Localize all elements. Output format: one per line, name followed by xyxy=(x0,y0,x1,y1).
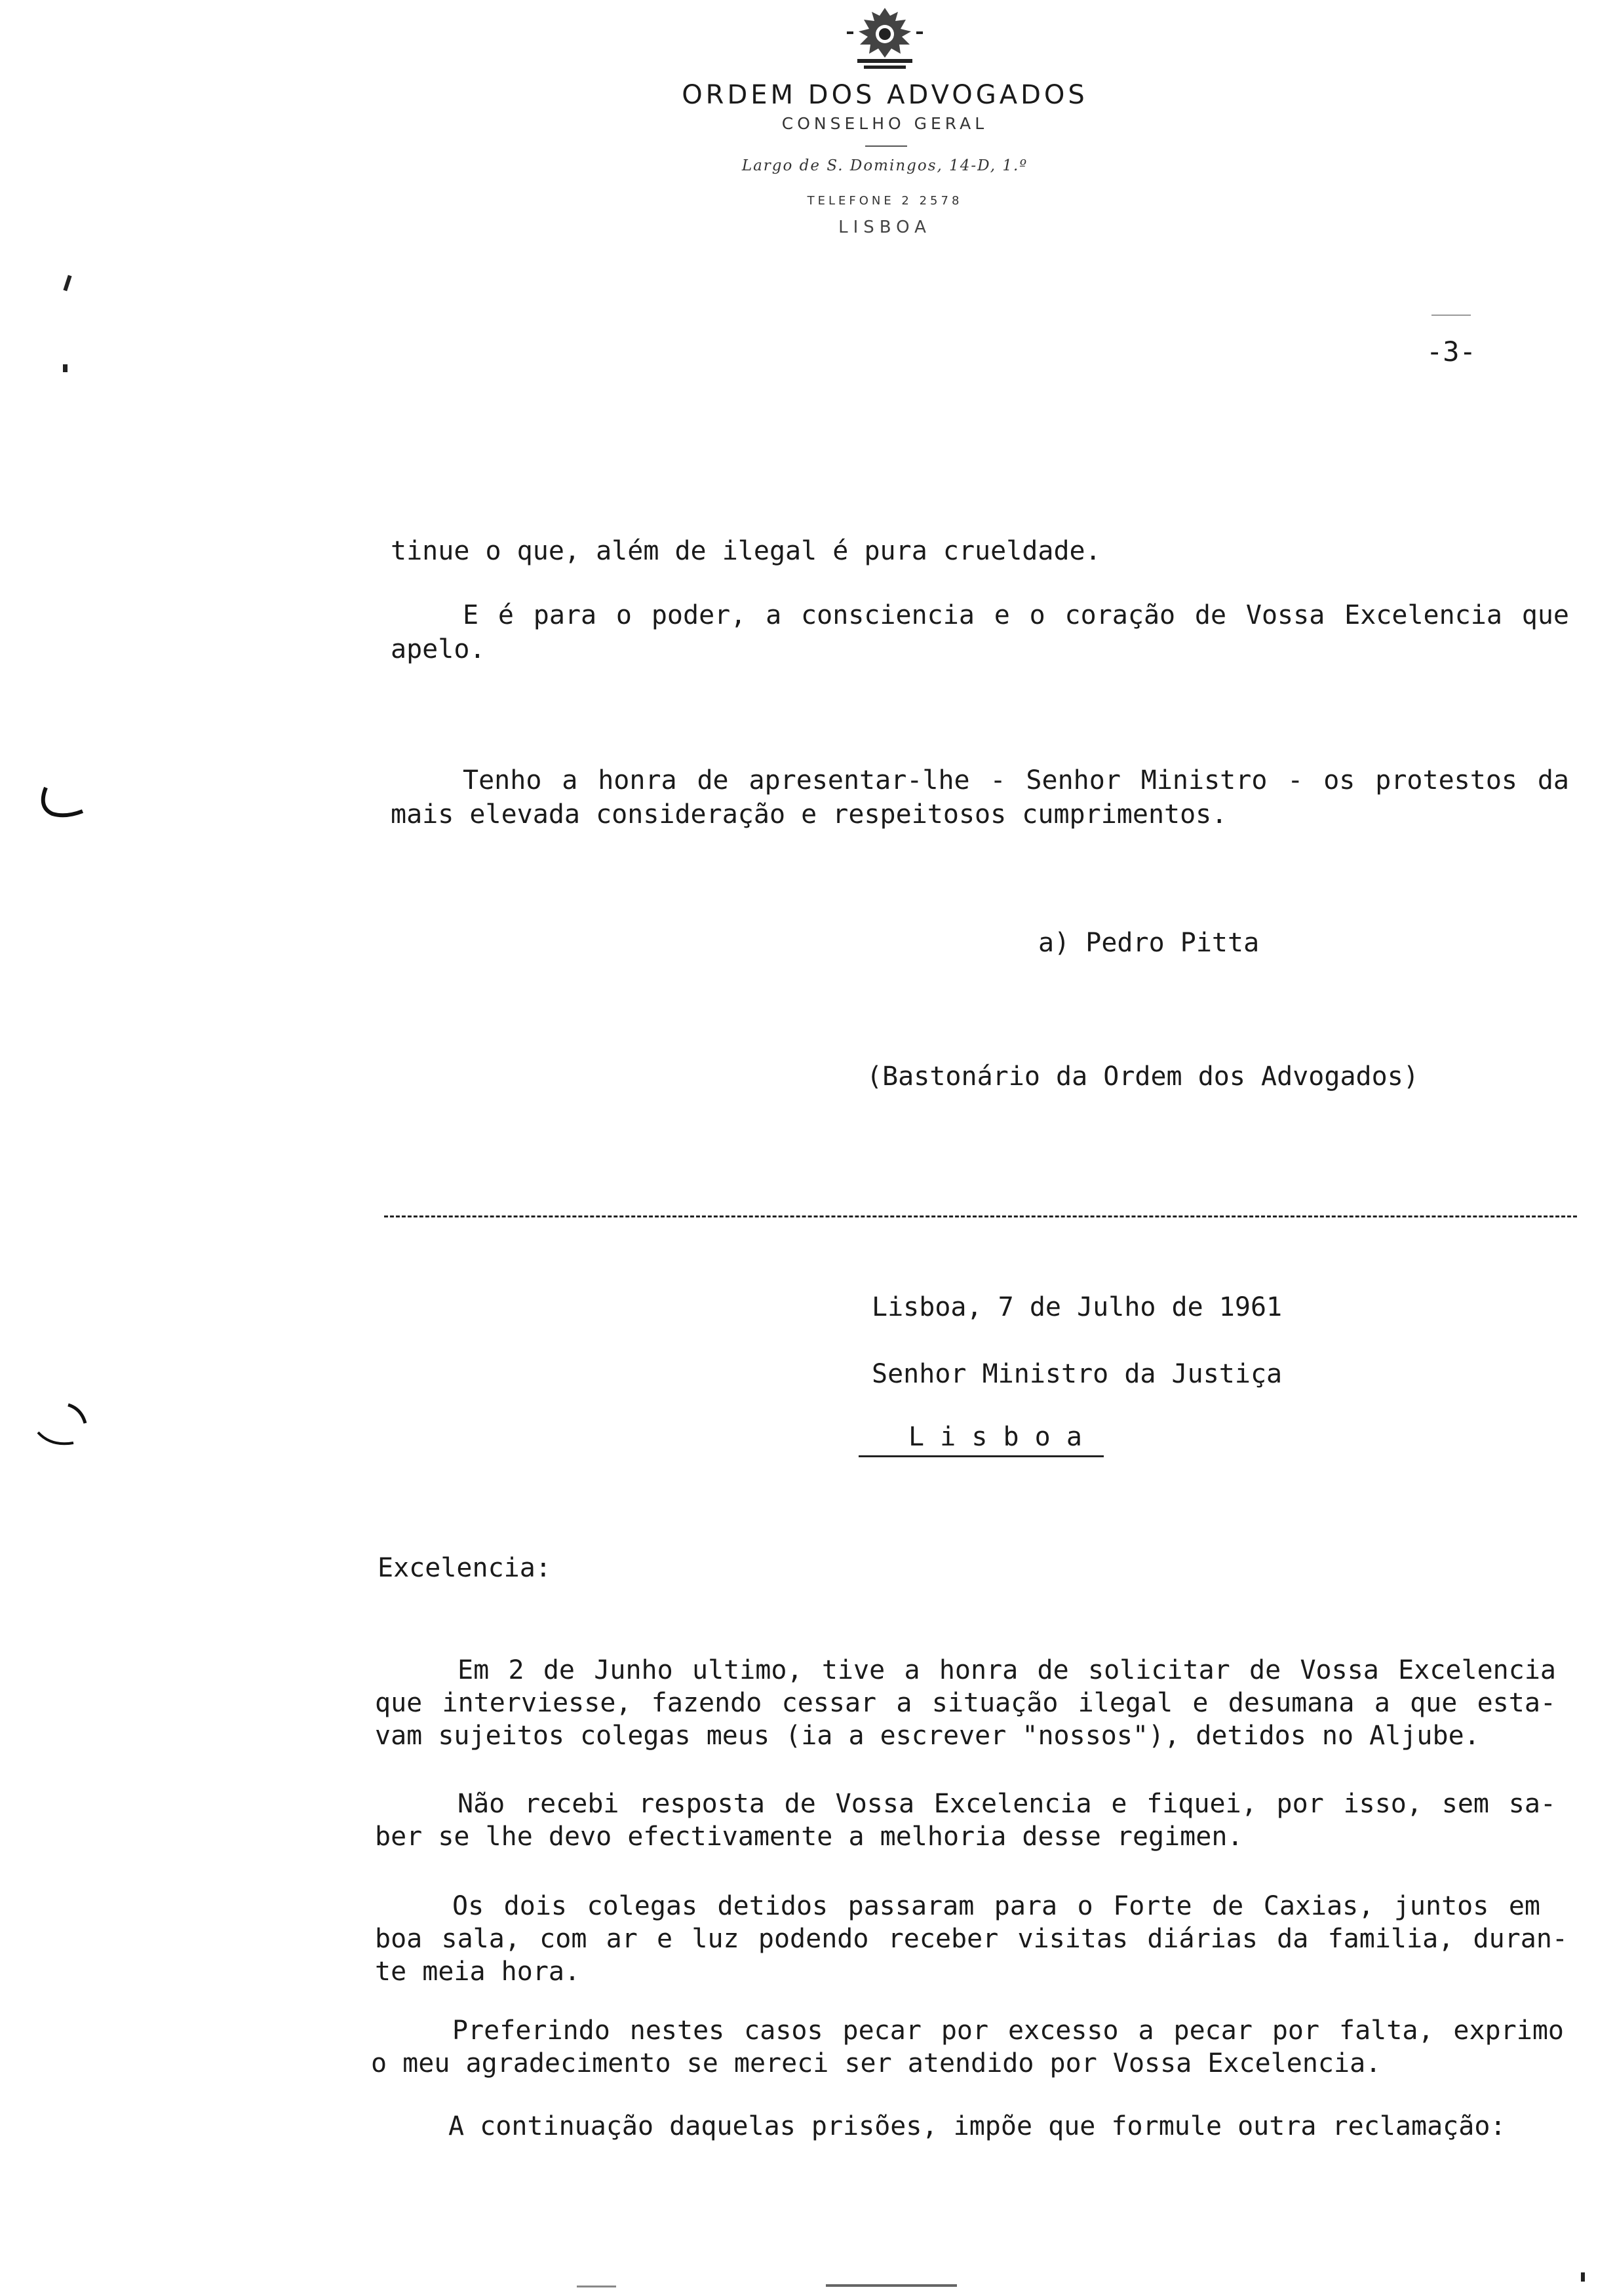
continuation-line: tinue o que, além de ilegal é pura crueldade. xyxy=(391,536,1101,566)
date-line: Lisboa, 7 de Julho de 1961 xyxy=(872,1292,1283,1322)
recipient-city-underline xyxy=(859,1455,1104,1457)
closing-line-1: Tenho a honra de apresentar-lhe - Senhor Ministro - os protestos da xyxy=(463,765,1569,795)
margin-mark xyxy=(577,2286,616,2287)
signature: a) Pedro Pitta xyxy=(1038,928,1260,958)
paragraph-2-line-2: ber se lhe devo efectivamente a melhoria desse regimen. xyxy=(375,1822,1243,1852)
paragraph-4-line-1: Preferindo nestes casos pecar por excesso a pecar por falta, exprimo xyxy=(452,2016,1564,2046)
signature-title: (Bastonário da Ordem dos Advogados) xyxy=(866,1062,1419,1092)
closing-line-2: mais elevada consideração e respeitosos cumprimentos. xyxy=(391,799,1228,830)
address: Largo de S. Domingos, 14-D, 1.º xyxy=(741,157,1028,174)
margin-mark xyxy=(826,2284,957,2287)
appeal-line-2: apelo. xyxy=(391,634,486,664)
organization-name: ORDEM DOS ADVOGADOS xyxy=(682,80,1088,110)
salutation: Excelencia: xyxy=(378,1553,551,1583)
recipient-city: L i s b o a xyxy=(908,1422,1082,1452)
paragraph-1-line-2: que interviesse, fazendo cessar a situação ilegal e desumana a que esta- xyxy=(375,1688,1556,1718)
letterhead-rule xyxy=(865,145,907,147)
paragraph-3-line-3: te meia hora. xyxy=(375,1957,581,1987)
margin-mark xyxy=(1581,2272,1585,2282)
margin-mark xyxy=(63,275,71,292)
page-number: -3- xyxy=(1426,335,1476,368)
recipient: Senhor Ministro da Justiça xyxy=(872,1359,1283,1389)
paragraph-5-line-1: A continuação daquelas prisões, impõe que formule outra reclamação: xyxy=(448,2111,1506,2141)
paragraph-1-line-1: Em 2 de Junho ultimo, tive a honra de solicitar de Vossa Excelencia xyxy=(457,1655,1556,1685)
phone: TELEFONE 2 2578 xyxy=(807,194,963,208)
paragraph-3-line-1: Os dois colegas detidos passaram para o Forte de Caxias, juntos em xyxy=(452,1891,1540,1921)
margin-mark xyxy=(1431,315,1471,316)
letterhead-city: LISBOA xyxy=(838,218,931,237)
council-name: CONSELHO GERAL xyxy=(781,114,988,133)
margin-mark xyxy=(63,364,68,372)
paragraph-4-line-2: o meu agradecimento se mereci ser atendido por Vossa Excelencia. xyxy=(371,2048,1382,2078)
crest-icon xyxy=(838,5,932,73)
punch-hole-mark-top xyxy=(26,773,92,832)
paragraph-1-line-3: vam sujeitos colegas meus (ia a escrever "nossos"), detidos no Aljube. xyxy=(375,1721,1480,1751)
section-divider xyxy=(384,1215,1577,1217)
punch-hole-mark-bottom xyxy=(29,1389,94,1455)
paragraph-3-line-2: boa sala, com ar e luz podendo receber visitas diárias da familia, duran- xyxy=(375,1924,1568,1954)
appeal-line-1: E é para o poder, a consciencia e o coração de Vossa Excelencia que xyxy=(463,600,1569,630)
paragraph-2-line-1: Não recebi resposta de Vossa Excelencia e fiquei, por isso, sem sa- xyxy=(457,1789,1556,1819)
